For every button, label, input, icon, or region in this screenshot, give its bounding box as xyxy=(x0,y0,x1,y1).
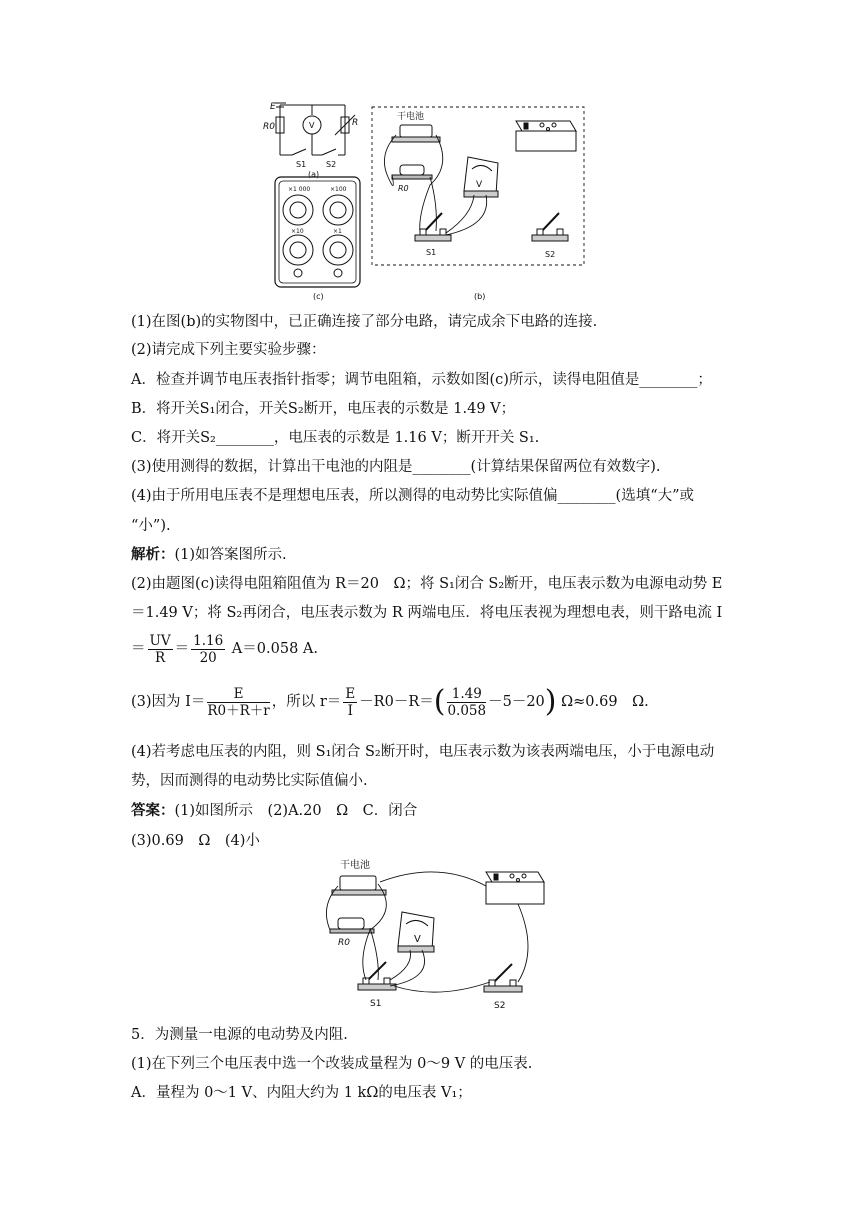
fraction-num: E xyxy=(345,685,356,702)
figure-answer-drawing xyxy=(318,850,548,1015)
s3-mid2: －R0－R＝ xyxy=(359,694,434,710)
answer-switch-s2 xyxy=(484,964,522,992)
label-R0-b: R0 xyxy=(398,184,409,193)
answer-label-V: V xyxy=(414,934,421,945)
solution-label: 解析： xyxy=(131,546,175,563)
s3-post: Ω≈0.69 Ω. xyxy=(556,694,649,710)
bracket-close: ) xyxy=(544,684,557,719)
answer-line2: (3)0.69 Ω (4)小 xyxy=(131,833,260,849)
resistance-box-b xyxy=(516,121,576,151)
figure-top xyxy=(260,95,590,305)
fraction-num: 1.16 xyxy=(193,632,224,649)
dial-label-1000: ×1 000 xyxy=(288,186,311,193)
answer-line1 xyxy=(131,801,417,821)
solution-2-line3 xyxy=(131,632,318,666)
figure-answer xyxy=(318,850,548,1015)
solution-1 xyxy=(131,545,287,565)
step-A: A．检查并调节电压表指针指零；调节电阻箱，示数如图(c)所示，读得电阻值是________； xyxy=(131,372,712,388)
answer-label-S1: S1 xyxy=(370,999,382,1009)
battery-b xyxy=(392,125,440,142)
figure-top-drawing xyxy=(260,95,590,305)
solution-4-line1: (4)若考虑电压表的内阻，则 S₁闭合 S₂断开时，电压表示数为该表两端电压，小于电源电动 xyxy=(131,744,715,760)
s2-eq-pre: ＝ xyxy=(131,641,146,657)
solution-4-line2: 势，因而测得的电动势比实际值偏小. xyxy=(131,773,368,789)
fraction-den: R0＋R＋r xyxy=(207,702,270,719)
fraction-num: 1.49 xyxy=(447,686,486,703)
step-B: B．将开关S₁闭合，开关S₂断开，电压表的示数是 1.49 V； xyxy=(131,401,516,417)
solution-3 xyxy=(131,684,649,720)
fraction-E-I xyxy=(343,686,357,719)
dial-label-100: ×100 xyxy=(330,186,347,193)
caption-b: (b) xyxy=(474,292,486,301)
solution-1-text: (1)如答案图所示. xyxy=(174,547,287,563)
fraction-den: 0.058 xyxy=(447,702,487,719)
fraction-116-20 xyxy=(191,633,225,666)
question-4-line2: “小”). xyxy=(131,518,171,534)
question-5-option-A: A．量程为 0～1 V、内阻大约为 1 kΩ的电压表 V₁； xyxy=(131,1085,472,1101)
answer-battery xyxy=(332,876,386,895)
fraction-den: 20 xyxy=(199,649,217,666)
fraction-149-0058 xyxy=(447,686,486,719)
label-S1: S1 xyxy=(296,160,307,169)
solution-2-line2: ＝1.49 V；将 S₂再闭合，电压表示数为 R 两端电压．将电压表视为理想电表，则干路电流 I xyxy=(131,605,723,621)
label-S1-b: S1 xyxy=(426,248,437,257)
answer-label-R0: R0 xyxy=(338,938,350,948)
label-battery: 干电池 xyxy=(397,112,425,122)
s3-mid: ，所以 r＝ xyxy=(271,694,342,710)
label-S2-b: S2 xyxy=(545,250,556,259)
fraction-den: I xyxy=(347,702,353,719)
label-E: E xyxy=(270,102,276,112)
s3-tail: －5－20 xyxy=(488,694,545,710)
answer-resistance-box xyxy=(486,872,544,904)
switch-s2-b xyxy=(532,213,568,241)
answer-label-S2: S2 xyxy=(494,1001,506,1011)
label-V-b: V xyxy=(476,180,483,190)
label-V: V xyxy=(309,121,315,130)
dial-label-10: ×10 xyxy=(291,228,304,235)
bracket-open: ( xyxy=(433,684,446,719)
question-3: (3)使用测得的数据，计算出干电池的内阻是________(计算结果保留两位有效数字). xyxy=(131,459,661,475)
resistance-box-c xyxy=(275,177,360,287)
caption-a: (a) xyxy=(308,170,320,179)
dial-label-1: ×1 xyxy=(333,228,342,235)
s2-eq-mid: ＝ xyxy=(174,641,190,657)
fraction-E-sum xyxy=(207,686,269,719)
schematic-a xyxy=(274,103,355,155)
voltmeter-b xyxy=(464,157,498,197)
question-1: (1)在图(b)的实物图中，已正确连接了部分电路，请完成余下电路的连接. xyxy=(131,314,598,330)
caption-c: (c) xyxy=(313,292,324,301)
s3-pre: (3)因为 I＝ xyxy=(131,694,206,710)
question-5: 5．为测量一电源的电动势及内阻. xyxy=(131,1027,348,1043)
answer-voltmeter xyxy=(398,912,434,952)
solution-2-line1: (2)由题图(c)读得电阻箱阻值为 R＝20 Ω；将 S₁闭合 S₂断开，电压表示数为电源电动势 E xyxy=(131,576,723,592)
label-R0: R0 xyxy=(263,122,275,132)
step-C: C．将开关S₂________，电压表的示数是 1.16 V；断开开关 S₁. xyxy=(131,430,540,446)
fraction-uv-r xyxy=(148,633,173,666)
answer-label: 答案： xyxy=(131,802,175,819)
answer-label-battery: 干电池 xyxy=(340,860,370,871)
resistor-r0-b xyxy=(392,165,432,179)
question-2: (2)请完成下列主要实验步骤： xyxy=(131,342,326,358)
answer-resistor-r0 xyxy=(330,918,374,933)
question-4-line1: (4)由于所用电压表不是理想电压表，所以测得的电动势比实际值偏________(选填“大”或 xyxy=(131,488,695,504)
answer-1-text: (1)如图所示 (2)A.20 Ω C．闭合 xyxy=(174,803,418,819)
s2-eq-post: A＝0.058 A. xyxy=(227,641,318,657)
label-R: R xyxy=(352,118,359,128)
fraction-den: R xyxy=(154,649,166,666)
question-5-part-1: (1)在下列三个电压表中选一个改装成量程为 0～9 V 的电压表. xyxy=(131,1056,533,1072)
fraction-num: UV xyxy=(149,632,171,649)
fraction-num: E xyxy=(207,686,269,703)
label-S2: S2 xyxy=(326,160,337,169)
